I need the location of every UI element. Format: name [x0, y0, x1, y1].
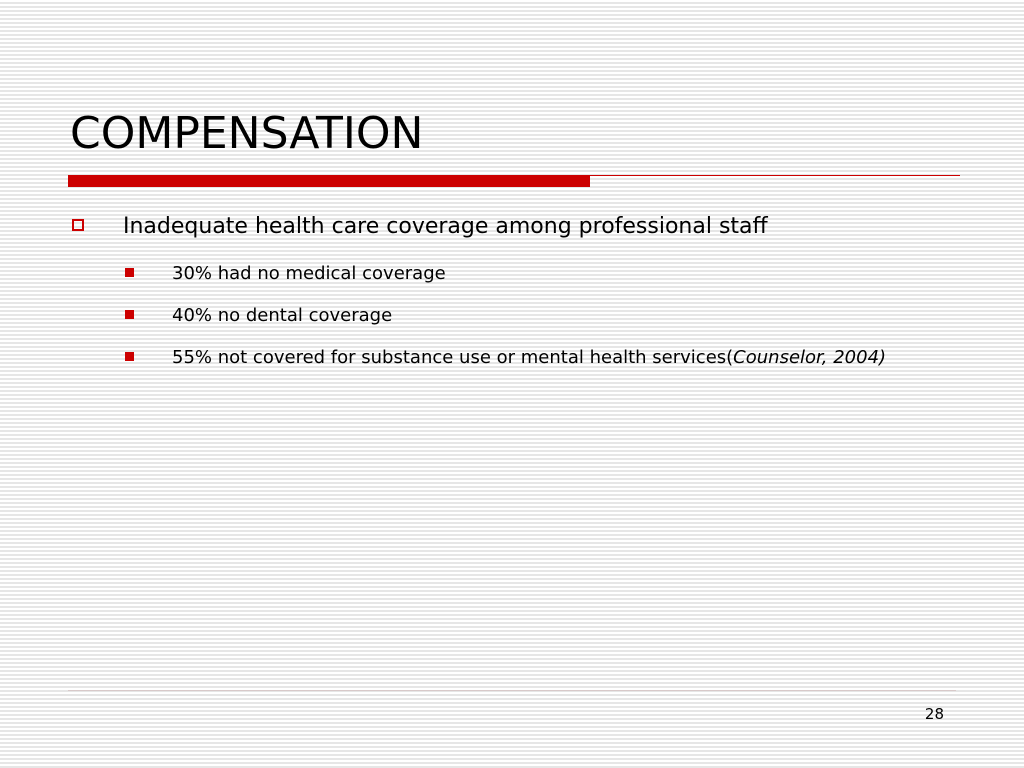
sub-bullet-text: 40% no dental coverage	[172, 305, 393, 326]
filled-square-icon	[125, 352, 134, 361]
main-bullet-text: Inadequate health care coverage among professional staff	[123, 214, 768, 239]
slide-title: COMPENSATION	[70, 108, 424, 159]
sub-bullet-item	[125, 344, 915, 372]
citation: Counselor, 2004)	[733, 347, 887, 368]
hollow-square-icon	[72, 219, 84, 231]
sub-bullet-text: 30% had no medical coverage	[172, 263, 446, 284]
sub-bullet-item	[125, 260, 915, 288]
page-number: 28	[924, 705, 944, 723]
sub-bullet-text-with-citation	[172, 344, 915, 372]
title-underline-thick	[68, 175, 590, 187]
footer-divider	[68, 690, 956, 691]
title-underline-thin	[590, 175, 960, 176]
sub-bullet-text: 55% not covered for substance use or mental health services(	[172, 347, 734, 368]
filled-square-icon	[125, 310, 134, 319]
sub-bullet-item	[125, 302, 915, 330]
sub-bullet-list	[125, 260, 915, 386]
filled-square-icon	[125, 268, 134, 277]
